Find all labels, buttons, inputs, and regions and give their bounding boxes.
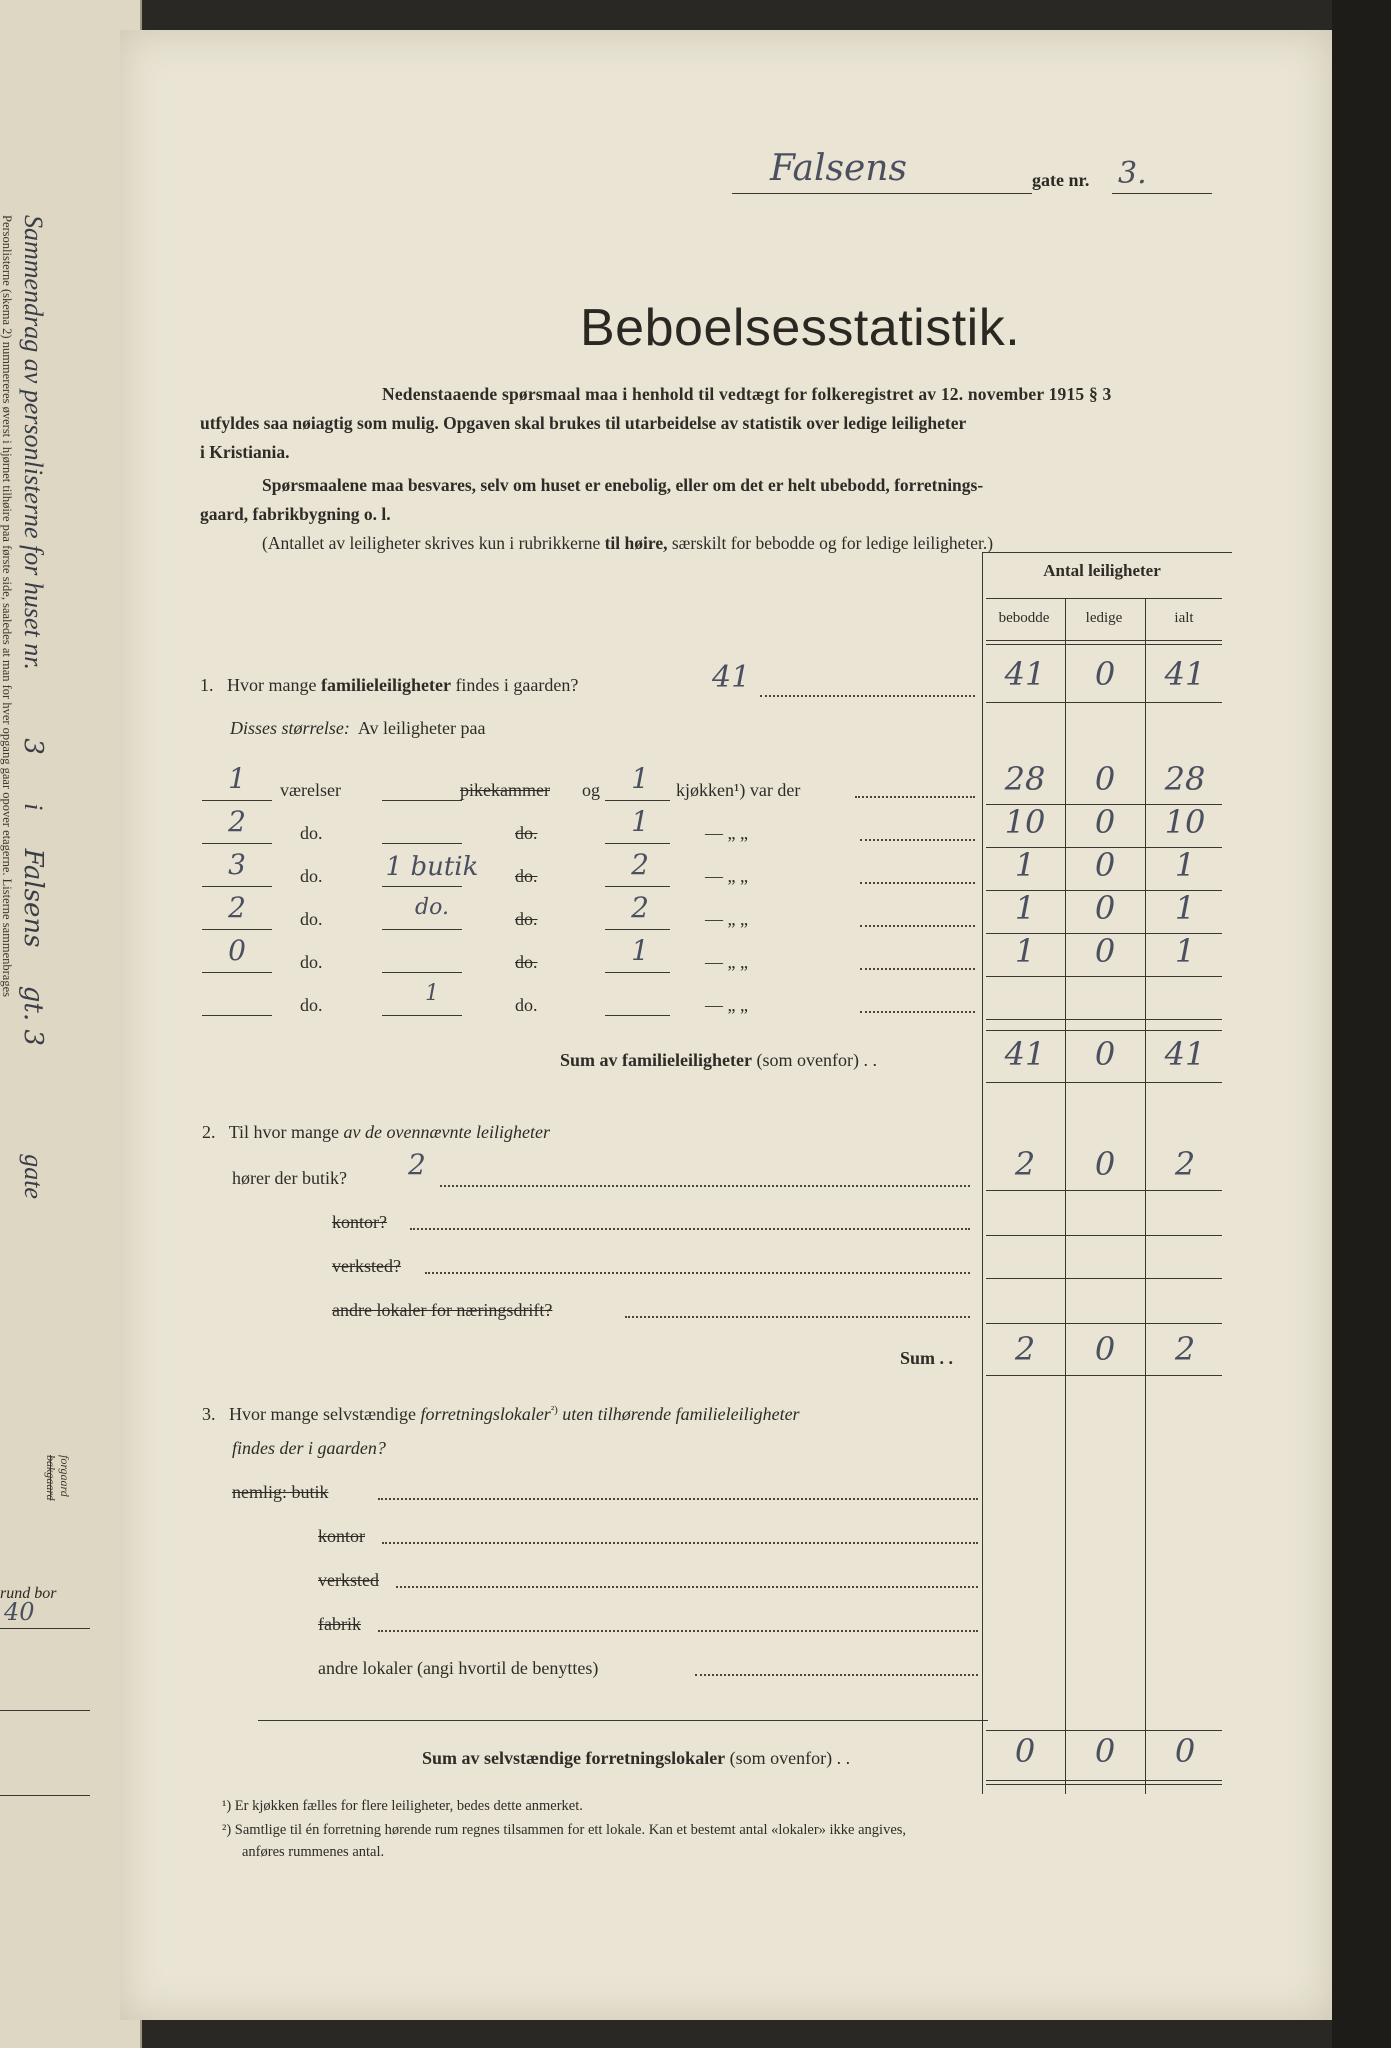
q2-butik-ialt: 2 <box>1174 1145 1196 1183</box>
q1-row-c3: og <box>582 780 600 800</box>
q1-row-c4: — „ „ <box>705 952 748 972</box>
q1-row-dots <box>860 1011 975 1013</box>
q1-row-c1: do. <box>300 866 323 886</box>
q1-row-ialt: 28 <box>1164 760 1206 798</box>
q1-sum-bold: Sum av familieleiligheter <box>560 1050 752 1070</box>
gate-number: 3. <box>1118 156 1147 191</box>
form-page <box>120 30 1332 2020</box>
q1-row-c4: — „ „ <box>705 995 748 1015</box>
side-street-nr: gt. 3 <box>18 985 48 1046</box>
q1-row-c2: pikekammer <box>460 780 550 800</box>
side-gate: gate <box>19 1154 48 1199</box>
q2-sum-bebodde: 2 <box>1014 1330 1036 1368</box>
q1-row-bebodde: 10 <box>1004 803 1046 841</box>
footnote-2: ²) Samtlige til én forretning hørende rum regnes tilsammen for ett lokale. Kan et bestemt antal «lokaler» ikke angives, <box>222 1822 907 1838</box>
q2-text-a: Til hvor mange <box>228 1122 340 1142</box>
q1-row-c1: do. <box>300 909 323 929</box>
q2-butik-ledige: 0 <box>1094 1145 1116 1183</box>
q3-andre: andre lokaler (angi hvortil de benyttes) <box>318 1658 599 1678</box>
q2-num: 2. <box>202 1122 216 1142</box>
q1-row-kitchen-line <box>605 972 670 973</box>
intro-p3-bold: til høire, <box>604 533 668 553</box>
q3-sum-rest: (som ovenfor) . . <box>729 1748 851 1768</box>
q1-sum-ialt: 41 <box>1164 1035 1206 1073</box>
q1-row-bebodde: 1 <box>1014 932 1036 970</box>
q3-verksted-dots <box>396 1586 978 1588</box>
q1-text-bold: familieleiligheter <box>320 675 451 695</box>
side-grund-value: 40 <box>4 1598 35 1626</box>
q2-row-rule-2 <box>986 1235 1222 1236</box>
q1-row-ialt: 10 <box>1164 803 1206 841</box>
q1-row-ledige: 0 <box>1094 760 1116 798</box>
q1-ledige: 0 <box>1094 655 1116 693</box>
intro-line-6 <box>262 529 1282 558</box>
side-line-2 <box>0 1710 90 1711</box>
q1-row-dots <box>860 968 975 970</box>
intro-p3-b: særskilt for bebodde og for ledige leiligheter.) <box>671 533 994 553</box>
q3-sum-ledige: 0 <box>1094 1732 1116 1770</box>
table-top-border <box>982 552 1232 553</box>
q3-sum-rule-2 <box>986 1784 1222 1785</box>
q2-butik-label: hører der butik? <box>232 1168 347 1188</box>
q1-row-c2: do. <box>515 995 538 1015</box>
page-title: Beboelsesstatistik. <box>580 299 1021 357</box>
q1-answer: 41 <box>712 660 751 695</box>
q1-row-extra: do. <box>415 895 449 920</box>
side-line-3 <box>0 1795 90 1796</box>
q1-row-rooms-line <box>202 929 272 930</box>
q1-row-kitchen-line <box>605 1015 670 1016</box>
q1-row-c4: kjøkken¹) var der <box>676 780 801 800</box>
q1-text-b: findes i gaarden? <box>455 675 579 695</box>
table-col-divider-2 <box>1145 598 1146 1794</box>
q1-row-c1: do. <box>300 995 323 1015</box>
q3-fabrik: fabrik <box>318 1614 361 1634</box>
intro-line-2: utfyldes saa nøiagtig som mulig. Opgaven skal brukes til utarbeidelse av statistik over ledige leiligheter <box>200 413 967 433</box>
gate-line <box>1112 193 1212 194</box>
q2-kontor-dots <box>410 1228 970 1230</box>
q1-row-kitchen: 1 <box>631 762 649 795</box>
q1-row-extra-line <box>382 1015 462 1016</box>
q1-ialt: 41 <box>1164 655 1206 693</box>
q3-text-it1: forretningslokaler <box>420 1404 551 1424</box>
q1-row-kitchen-line <box>605 800 670 801</box>
q2-verksted-dots <box>425 1272 970 1274</box>
q1-sum-rest: (som ovenfor) . . <box>756 1050 877 1070</box>
q3-sum-rule <box>986 1780 1222 1781</box>
q1-row-extra-line <box>382 929 462 930</box>
q2-text-it: av de ovennævnte leiligheter <box>343 1122 550 1142</box>
q3-andre-dots <box>695 1674 978 1676</box>
q1-size-label <box>230 718 485 739</box>
side-small-text: Personlisterne (skema 2) nummereres øverst i hjørnet tilhøire paa første side, saaledes at man for hver opgang gaar opover etagerne. Listerne sammenbrages <box>0 215 14 998</box>
q1-row-extra-line <box>382 800 462 801</box>
q1-sum-bebodde: 41 <box>1004 1035 1046 1073</box>
q1-row-kitchen-line <box>605 843 670 844</box>
side-bakgaard: bakgaard <box>44 1455 58 1501</box>
footnote-1: ¹) Er kjøkken fælles for flere leiligheter, bedes dette anmerket. <box>222 1798 583 1814</box>
q1-row-kitchen-line <box>605 929 670 930</box>
q1-sum-rule <box>986 1082 1222 1083</box>
gate-label: gate nr. <box>1032 170 1090 190</box>
q3-sum-bold: Sum av selvstændige forretningslokaler <box>422 1748 726 1768</box>
q1-row-kitchen: 2 <box>631 891 649 924</box>
q1-row-bebodde: 1 <box>1014 889 1036 927</box>
q1-row-rooms-line <box>202 843 272 844</box>
q3-sum-label <box>422 1748 850 1769</box>
q1-bebodde: 41 <box>1004 655 1046 693</box>
q1-row-kitchen: 1 <box>631 934 649 967</box>
table-header-rule-2 <box>986 644 1222 645</box>
q1-row-ialt: 1 <box>1174 932 1196 970</box>
q2-butik-answer: 2 <box>408 1148 426 1181</box>
q1-row-bebodde: 28 <box>1004 760 1046 798</box>
q1-row-kitchen-line <box>605 886 670 887</box>
side-grund-label: rund bor <box>0 1585 57 1602</box>
col-ialt: ialt <box>1174 610 1194 626</box>
q1-num: 1. <box>200 675 214 695</box>
q1-row-ledige: 0 <box>1094 889 1116 927</box>
q1-row-rooms-line <box>202 1015 272 1016</box>
q1-row-c2: do. <box>515 866 538 886</box>
q1-row-c1: do. <box>300 823 323 843</box>
q1-sum-ledige: 0 <box>1094 1035 1116 1073</box>
q1-row-ledige: 0 <box>1094 803 1116 841</box>
side-grund-line <box>0 1628 90 1629</box>
q1-row-rule <box>986 976 1222 977</box>
q3-blank-line <box>258 1720 988 1721</box>
q3-verksted: verksted <box>318 1570 379 1590</box>
q2-sum-ledige: 0 <box>1094 1330 1116 1368</box>
q3-sup: ²) <box>550 1404 558 1416</box>
q2-verksted-label: verksted? <box>332 1256 401 1276</box>
q1-row-rule <box>986 1019 1222 1020</box>
q1-row-ledige: 0 <box>1094 932 1116 970</box>
q3-kontor: kontor <box>318 1526 365 1546</box>
q1-row-rooms: 2 <box>228 805 246 838</box>
q3-num: 3. <box>202 1404 216 1424</box>
q2-butik-dots <box>440 1185 970 1187</box>
q2-row-rule-1 <box>986 1190 1222 1191</box>
q1-row-extra: 1 butik <box>385 852 479 882</box>
q1-row-rooms: 2 <box>228 891 246 924</box>
q3-text-a: Hvor mange selvstændige <box>229 1404 416 1424</box>
intro-line-5: gaard, fabrikbygning o. l. <box>200 504 391 524</box>
col-ledige: ledige <box>1085 610 1123 626</box>
q1-row-kitchen: 2 <box>631 848 649 881</box>
table-left-border <box>982 552 983 1794</box>
q1-row-rooms-line <box>202 972 272 973</box>
q2-butik-bebodde: 2 <box>1014 1145 1036 1183</box>
intro-line-3: i Kristiania. <box>200 442 290 462</box>
q1-row-c1: værelser <box>280 780 341 800</box>
q2-sum-ialt: 2 <box>1174 1330 1196 1368</box>
intro-p3-a: (Antallet av leiligheter skrives kun i rubrikkerne <box>262 533 601 553</box>
q3-sum-rule-top <box>986 1730 1222 1731</box>
q1-row-c2: do. <box>515 823 538 843</box>
q3-butik-dots <box>378 1498 978 1500</box>
table-col-divider-1 <box>1065 598 1066 1794</box>
table-title-rule <box>986 598 1222 599</box>
q1-row-c4: — „ „ <box>705 909 748 929</box>
footnote-2b: anføres rummenes antal. <box>242 1844 385 1860</box>
q2-row-rule-4 <box>986 1323 1222 1324</box>
q1-row-c2: do. <box>515 909 538 929</box>
q1-question <box>200 675 578 696</box>
q1-row-dots <box>860 925 975 927</box>
q1-row-dots <box>860 882 975 884</box>
q1-row-rooms: 3 <box>228 848 246 881</box>
q1-row-rule <box>986 702 1222 703</box>
q3-fabrik-dots <box>378 1630 978 1632</box>
q1-row-ledige: 0 <box>1094 846 1116 884</box>
side-street: Falsens <box>18 848 48 948</box>
q3-line2: findes der i gaarden? <box>232 1438 386 1458</box>
q1-row-bebodde: 1 <box>1014 846 1036 884</box>
q1-sum-rule-top <box>986 1030 1222 1031</box>
q2-row-rule-3 <box>986 1278 1222 1279</box>
q3-nemlig-butik: nemlig: butik <box>232 1482 329 1502</box>
intro-line-1: Nedenstaaende spørsmaal maa i henhold til vedtægt for folkeregistret av 12. november 1915 § 3 <box>382 384 1112 404</box>
q2-sum-label: Sum . . <box>900 1348 954 1368</box>
q2-sum-rule <box>986 1375 1222 1376</box>
q1-row-dots <box>855 796 975 798</box>
q1-size-text: Av leiligheter paa <box>357 718 486 738</box>
q1-row-ialt: 1 <box>1174 846 1196 884</box>
q2-kontor-label: kontor? <box>332 1212 387 1232</box>
q3-kontor-dots <box>382 1542 978 1544</box>
q1-row-c4: — „ „ <box>705 823 748 843</box>
q1-row-c1: do. <box>300 952 323 972</box>
table-title: Antal leiligheter <box>1043 561 1161 580</box>
q1-dots <box>760 695 975 697</box>
q1-row-kitchen: 1 <box>631 805 649 838</box>
q3-sum-ialt: 0 <box>1174 1732 1196 1770</box>
q1-size-italic: Disses størrelse: <box>230 718 350 738</box>
q3-question <box>202 1404 800 1425</box>
q1-row-rooms: 1 <box>228 762 246 795</box>
q1-text-a: Hvor mange <box>227 675 317 695</box>
q2-question <box>202 1122 550 1143</box>
table-header-rule <box>986 640 1222 641</box>
side-i: i <box>19 803 48 811</box>
side-forgaard: forgaard <box>58 1455 72 1497</box>
q1-row-ialt: 1 <box>1174 889 1196 927</box>
dark-edge <box>1332 0 1391 2048</box>
q1-row-extra: 1 <box>425 981 439 1006</box>
q1-row-rooms: 0 <box>228 934 246 967</box>
q1-row-c2: do. <box>515 952 538 972</box>
q1-row-dots <box>860 839 975 841</box>
q1-row-extra-line <box>382 972 462 973</box>
q1-row-extra-line <box>382 843 462 844</box>
street-name: Falsens <box>770 148 907 189</box>
q1-sum-label <box>560 1050 877 1071</box>
col-bebodde: bebodde <box>998 610 1050 626</box>
q1-row-rooms-line <box>202 800 272 801</box>
intro-line-4: Spørsmaalene maa besvares, selv om huset er enebolig, eller om det er helt ubebodd, forretnings- <box>262 475 984 495</box>
q1-row-c4: — „ „ <box>705 866 748 886</box>
street-line <box>732 193 1032 194</box>
q1-row-rooms-line <box>202 886 272 887</box>
side-house-nr: 3 <box>18 738 48 755</box>
q2-andre-dots <box>625 1316 970 1318</box>
q3-sum-bebodde: 0 <box>1014 1732 1036 1770</box>
side-vertical-title: Sammendrag av personlisterne for huset nr. <box>19 215 48 670</box>
q2-andre-label: andre lokaler for næringsdrift? <box>332 1300 553 1320</box>
q3-text-it2: uten tilhørende familieleiligheter <box>562 1404 800 1424</box>
q1-row-extra-line <box>382 886 462 887</box>
